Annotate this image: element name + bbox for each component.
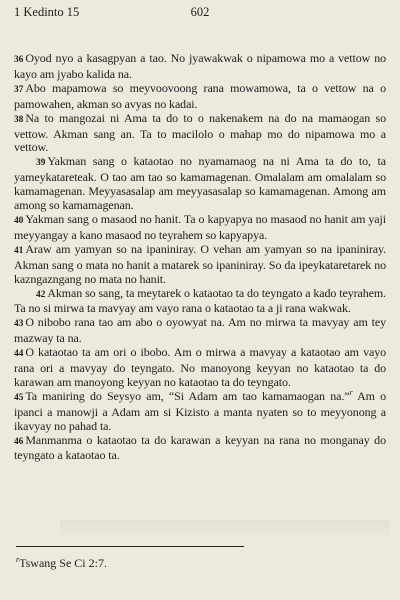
verse-number: 42: [36, 289, 46, 300]
verse-text: O kataotao ta am ori o ibobo. Am o mirwa a mavyay a kataotao am vayo rana ori a mavyay do teyngato. No manoyong keyyan no kataotao ta do karawan am manoyong keyyan no kataotao ta do teyngato.: [14, 345, 386, 389]
footnote-text: Tswang Se Ci 2:7.: [19, 556, 107, 570]
verse-text: Manmanma o kataotao ta do karawan a keyyan na rana no monganay do teyngato a kataotao ta.: [14, 432, 386, 463]
scripture-text: [14, 52, 386, 463]
verse-41: [14, 243, 386, 287]
verse-number: 38: [14, 114, 24, 125]
verse-39: [14, 155, 386, 213]
bleed-through-shadow: [60, 520, 390, 540]
verse-46: [14, 434, 386, 464]
verse-number: 39: [36, 158, 46, 169]
verse-text: Oyod nyo a kasagpyan a tao. No jyawakwak o nipamowa mo a vettow no kayo am jyabo kalida na.: [14, 51, 386, 81]
footnote-rule: [16, 546, 244, 547]
verse-44: [14, 346, 386, 390]
verse-number: 37: [14, 84, 24, 95]
verse-36: [14, 52, 386, 82]
verse-number: 41: [14, 245, 24, 256]
verse-text: Yakman sang o kataotao no nyamamaog na ni Ama ta do to, ta yameykatareteak. O tao am tao so kamamagenan. Omalalam am omalalam so kamamagenan. Meyyasasalap am meyyasasalap so kamamagenan. Among am among so kamamagenan.: [14, 154, 386, 213]
verse-number: 46: [14, 436, 24, 447]
verse-text: O nibobo rana tao am abo o oyowyat na. Am no mirwa ta mavyay am tey mazway ta na.: [14, 315, 386, 346]
footnote: [16, 555, 107, 571]
verse-number: 44: [14, 349, 24, 360]
book-chapter-heading: 1 Kedinto 15: [14, 5, 80, 19]
verse-number: 40: [14, 215, 24, 226]
verse-42: [14, 287, 386, 317]
verse-text-continued: Am o ipanci a manowji a Adam am si Kizisto a manta nyaten so to meyyonong a ikavyay no pahad ta.: [14, 388, 387, 433]
verse-38: [14, 112, 386, 156]
verse-text: Akman so sang, ta meytarek o kataotao ta do teyngato a kado teyrahem. Ta no si mirwa ta mavyay am vayo rana o kataotao ta a ji rana wakwak.: [14, 285, 386, 316]
verse-text: Na to mangozai ni Ama ta do to o nakenakem na do na mamaogan so vettow. Akman sang an. Ta to macilolo o mahap mo do nipamowa mo a vettow.: [14, 110, 386, 155]
verse-37: [14, 82, 386, 112]
verse-43: [14, 316, 386, 346]
verse-text: Yakman sang o masaod no hanit. Ta o kapyapya no masaod no hanit am yaji meyyangay a kano masaod no teyrahem so kapyapya.: [14, 211, 386, 242]
verse-number: 45: [14, 392, 24, 403]
verse-45: [14, 387, 387, 434]
verse-number: 43: [14, 319, 24, 330]
verse-40: [14, 213, 386, 243]
verse-text: Ta maniring do Seysyo am, “Si Adam am tao kamamaogan na.”: [25, 388, 350, 403]
footnote-letter: r: [16, 555, 20, 564]
page-number: 602: [190, 5, 210, 19]
verse-text: Araw am yamyan so na ipaniniray. O vehan am yamyan so na ipaniniray. Akman sang o mata no hanit a matarek so ipaniniray. So da ipeykataretarek no kazngazngang no mata no hanit.: [14, 241, 386, 286]
verse-text: Abo mapamowa so meyvoovoong rana mowamowa, ta o vettow na o pamowahen, akman so avyas no kadai.: [14, 80, 386, 111]
running-header: [14, 5, 386, 21]
verse-number: 36: [14, 55, 24, 65]
footnote-marker: r: [349, 387, 353, 397]
